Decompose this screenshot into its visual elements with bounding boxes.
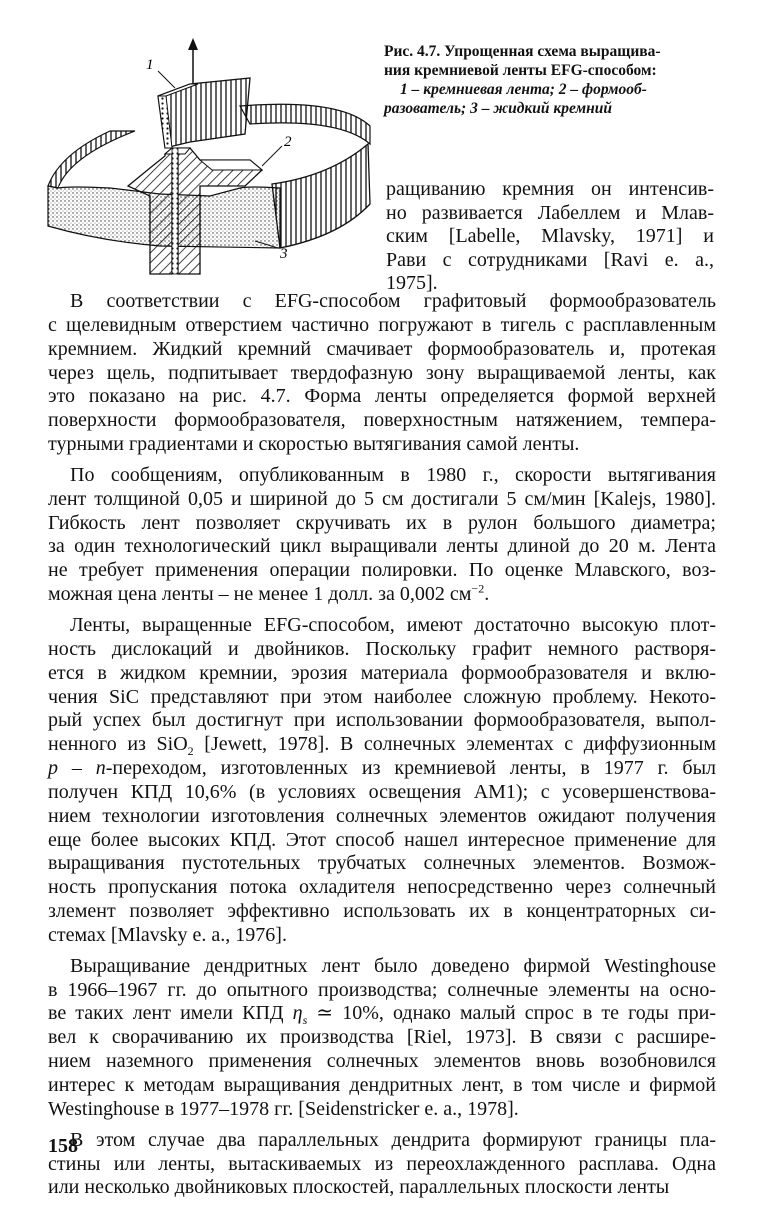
text-line: турными градиентами и скоростью вытягивания самой ленты. (48, 433, 580, 456)
text-line (48, 733, 716, 757)
text-line: злемент позволяет эффективно использовать их в концентраторных си- (48, 900, 716, 923)
text-line: но развивается Лабеллем и Млав- (386, 201, 714, 224)
text-line: или несколько двойниковых плоскостей, параллельных плоскости ленты (48, 1176, 670, 1199)
text-line: стемах [Mlavsky e. a., 1976]. (48, 923, 287, 946)
text-line: за один технологический цикл выращивали ленты длиной до 20 м. Лента (48, 535, 716, 558)
text-run: ненного из SiO (48, 733, 188, 756)
pull-arrow (188, 38, 198, 84)
text-line: По сообщениям, опубликованным в 1980 г., скорости вытягивания (70, 463, 716, 486)
text-line: вел к сворачиванию их производства [Riel, 1973]. В связи с расшире- (48, 1026, 716, 1049)
text-line: ращиванию кремния он интенсив- (386, 178, 714, 200)
text-line: В соответствии с EFG-способом графитовый формообразователь (70, 290, 716, 312)
text-line: получен КПД 10,6% (в условиях освещения AM1); с усовершенствова- (48, 780, 716, 803)
label-3: 3 (280, 246, 288, 262)
subscript: s (302, 1013, 308, 1028)
figure-caption (384, 42, 724, 118)
paragraph-pull-speeds (48, 464, 716, 607)
text-line: через щель, подпитывает твердофазную зону выращиваемой ленты, как (48, 361, 716, 384)
text-line (48, 583, 716, 607)
text-line: чения SiC представляют при этом наиболее сложную проблему. Некото- (48, 685, 716, 708)
caption-line: ния кремниевой ленты EFG-способом: (384, 62, 657, 79)
eta-symbol: η (292, 1002, 303, 1025)
text-line: Westinghouse в 1977–1978 гг. [Seidenstricker e. a., 1978]. (48, 1097, 519, 1120)
text-line: в 1966–1967 гг. до опытного производства; солнечные элементы на осно- (48, 978, 716, 1001)
text-run: ве таких лент имели КПД (48, 1002, 293, 1025)
text-line: выращивания пустотельных трубчатых солнечных элементов. Возмож- (48, 852, 716, 875)
body-text (48, 290, 716, 1207)
text-line (48, 757, 716, 781)
wrapped-paragraph (386, 178, 714, 296)
paragraph-dislocations (48, 614, 716, 948)
paragraph-efg-method (48, 290, 716, 457)
text-run: -переходом, изготовленных из кремниевой ленты, в 1977 г. был (105, 757, 716, 780)
efg-schematic-figure (40, 36, 375, 286)
text-line (48, 1002, 716, 1026)
paragraph-dendrites (48, 1129, 716, 1201)
superscript: −2 (471, 581, 485, 596)
text-line: ность дислокаций и двойников. Поскольку графит немного растворя- (48, 637, 716, 660)
label-1: 1 (146, 57, 154, 73)
subscript: 2 (187, 744, 194, 759)
text-line: Рави с сотрудниками [Ravi e. a., (386, 248, 714, 271)
paragraph-dendritic-ribbons (48, 955, 716, 1122)
text-line: ется в жидком кремнии, эрозия материала формообразователя и вклю- (48, 661, 716, 684)
caption-line: разователь; 3 – жидкий кремний (384, 100, 612, 117)
text-line: Выращивание дендритных лент было доведено фирмой Westinghouse (70, 954, 716, 977)
text-line: рый успех был достигнут при использовании формообразователя, выпол- (48, 709, 716, 732)
text-run: [Jewett, 1978]. В солнечных элементах с диффузионным (193, 733, 717, 756)
text-run: можная цена ленты – не менее 1 долл. за 0,002 см (48, 583, 472, 606)
text-line: Ленты, выращенные EFG-способом, имеют достаточно высокую плот- (70, 613, 716, 636)
label-2: 2 (284, 134, 292, 150)
text-run: p – n (48, 757, 106, 780)
text-line: поверхности формообразователя, поверхностным натяжением, темпера- (48, 409, 716, 432)
text-line: 1975]. (386, 272, 438, 295)
text-line: лент толщиной 0,05 и шириной до 5 см достигали 5 см/мин [Kalejs, 1980]. (48, 487, 716, 510)
text-line: ность пропускания потока охладителя непосредственно через солнечный (48, 876, 716, 899)
page-number: 158 (48, 1135, 78, 1157)
text-line: еще более высоких КПД. Этот способ нашел интересное применение для (48, 828, 716, 851)
text-line: не требует применения операции полировки. По оценке Млавского, воз- (48, 559, 716, 582)
text-line: ским [Labelle, Mlavsky, 1971] и (386, 225, 714, 248)
text-line: кремнием. Жидкий кремний смачивает формообразователь и, протекая (48, 337, 716, 360)
text-line: В этом случае два параллельных дендрита формируют границы пла- (70, 1128, 716, 1151)
caption-line: 1 – кремниевая лента; 2 – формооб- (400, 81, 647, 98)
text-line: стины или ленты, вытаскиваемых из переохлажденного расплава. Одна (48, 1152, 716, 1175)
text-line: интерес к методам выращивания дендритных лент, в том числе и фирмой (48, 1074, 716, 1096)
shaper-slit (172, 148, 178, 274)
text-run: ≃ 10%, однако малый спрос в те годы при- (307, 1002, 716, 1025)
text-line: это показано на рис. 4.7. Форма ленты определяется формой верхней (48, 385, 716, 408)
text-line: нием наземного применения солнечных элементов вновь возобновился (48, 1050, 716, 1073)
caption-line: Рис. 4.7. Упрощенная схема выращива- (384, 43, 661, 60)
text-run: . (484, 583, 490, 606)
text-line: с щелевидным отверстием частично погружают в тигель с расплавленным (48, 313, 716, 336)
text-line: Гибкость лент позволяет скручивать их в рулон большого диаметра; (48, 511, 716, 534)
text-line: нием технологии изготовления солнечных элементов ожидают получения (48, 804, 716, 827)
